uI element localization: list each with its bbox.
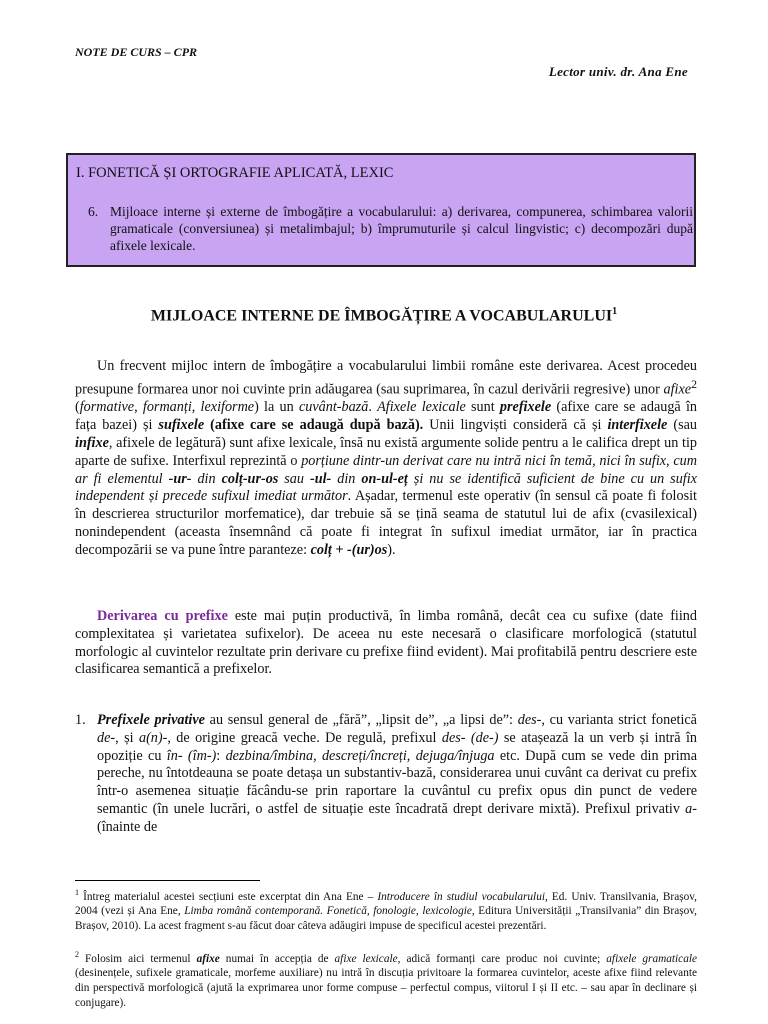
text: sunt xyxy=(465,399,500,416)
term-sufixele: sufixele xyxy=(158,417,205,434)
text: au sensul general de „fără”, „lipsit de”, „a lipsi de”: xyxy=(204,712,518,728)
topic-title: I. FONETICĂ ȘI ORTOGRAFIE APLICATĂ, LEXIC xyxy=(76,165,394,181)
term-afixe-lexicale: afixe lexicale xyxy=(334,952,398,965)
text: . Așadar, termenul este operativ (în sensul că poate fi folosit în descrierea structurilor morfematice), dar trebuie să se țină seama de statutul lui de afix (cvasilexical) nonindependent (aceasta însemnând că poate fi integrat în sufixul imediat următor, iar în practica decompozării se va pune între paranteze: xyxy=(75,488,697,558)
example-onulet: on-ul-eț xyxy=(361,470,408,487)
topic-item-text: Mijloace interne și externe de îmbogățire a vocabularului: a) derivarea, compunerea, schimbarea valorii gramaticale (conversiunea) și metalimbajul; b) împrumuturile și calcul lingvistic; c) decompozări după afixele lexicale. xyxy=(110,204,693,253)
text: Un frecvent mijloc intern de îmbogățire a vocabularului limbii române este derivarea. Acest procedeu presupune formarea unor noi cuvinte prin adăugarea (sau suprimarea, în cazul derivării regresive) unor xyxy=(75,358,697,398)
example-de: de- xyxy=(97,729,116,746)
example-colturos: colț-ur-os xyxy=(221,470,279,487)
example-a: a- xyxy=(685,800,697,817)
example-an: a(n)- xyxy=(138,729,168,746)
paragraph-prefix-derivation xyxy=(75,608,697,679)
text: , Editura Universității „Transilvania” din Brașov, Brașov, 2010). La acest fragment s-au făcut doar câteva adăugiri impuse de specificul acestei prezentări. xyxy=(75,905,697,932)
example-des: des- xyxy=(517,712,542,728)
book-title: Limba română contemporană. Fonetică, fonologie, lexicologie xyxy=(184,905,472,918)
text: , cu varianta strict fonetică xyxy=(541,712,697,728)
highlight-derivarea-cu-prefixe: Derivarea cu prefixe xyxy=(97,608,228,624)
topic-box xyxy=(66,153,696,267)
term-prefixele: prefixele xyxy=(499,399,552,416)
author-header: Lector univ. dr. Ana Ene xyxy=(548,64,688,79)
text: (înainte de xyxy=(97,818,158,835)
text: . xyxy=(368,399,378,416)
text: , de origine greacă veche. De regulă, prefixul xyxy=(167,729,442,746)
section-title-text: MIJLOACE INTERNE DE ÎMBOGĂȚIRE A VOCABULARULUI xyxy=(150,307,613,325)
text: ( xyxy=(75,399,80,416)
definition: și nu se identifică suficient de bine cu un sufix independent și precede sufixul imediat următor xyxy=(75,470,697,505)
text: este mai puțin productivă, în limba română, decât cea cu sufixe (date fiind complexitatea și varietatea sufixelor). De aceea nu este necesară o clasificare morfologică (statutul morfologic al cuvintelor rezultate prin derivare cu prefixe fiind evident). Mai profitabilă pentru descriere este clasificarea semantică a prefixelor. xyxy=(75,608,697,678)
text: ). xyxy=(387,541,396,558)
footnote-2 xyxy=(75,948,697,1010)
footnote-1 xyxy=(75,886,697,934)
term-afixe: afixe xyxy=(196,952,220,965)
term-formative: formative, formanți, lexiforme xyxy=(79,399,255,416)
example-pairs: dezbina/îmbina, descreți/încreți, dejuga/înjuga xyxy=(225,747,495,764)
section-title xyxy=(0,306,768,325)
footnote-number: 1 xyxy=(75,888,79,897)
topic-item-number: 6. xyxy=(88,204,99,219)
text: , și xyxy=(115,729,139,746)
list-text xyxy=(97,712,697,837)
example-formula: colț + -(ur)os xyxy=(310,541,388,558)
text: (desinențele, sufixele gramaticale, morfeme auxiliare) nu intră în discuția privitoare la formarea cuvintelor, aceste afixe fiind relevante din perspectivă morfologică (ajută la exprimarea unor forme compuse – perfectul compus, viitorul I și II etc. – sau apar în declinare și conjugare). xyxy=(75,967,697,1009)
paragraph-derivation xyxy=(75,358,697,560)
example-desde: des- (de-) xyxy=(441,729,499,746)
term-prefixele-privative: Prefixele privative xyxy=(97,712,205,728)
example-in: în- (îm-) xyxy=(166,747,217,764)
definition: porțiune dintr-un derivat care nu intră nici în temă, nici în sufix, cum ar fi elementul xyxy=(75,452,697,487)
course-header: NOTE DE CURS – CPR xyxy=(75,45,198,59)
list-number: 1. xyxy=(75,712,86,728)
text: numai în accepția de xyxy=(219,952,335,965)
footnote-ref-2: 2 xyxy=(691,376,697,391)
text: din xyxy=(191,470,222,487)
text: se atașează la un verb și intră în opoziție cu xyxy=(97,729,697,764)
term-cuvant-baza: cuvânt-bază xyxy=(298,399,369,416)
footnote-number: 2 xyxy=(75,950,79,959)
text: din xyxy=(331,470,362,487)
text: , adică formanți care produc noi cuvinte; xyxy=(397,952,607,965)
book-title: Introducere în studiul vocabularului xyxy=(377,890,545,903)
text: Folosim aici termenul xyxy=(79,952,197,965)
term-afixe-gramaticale: afixele gramaticale xyxy=(606,952,697,965)
text: Unii lingviști consideră că și xyxy=(423,417,608,434)
text: (afixe care se adaugă în fața bazei) și xyxy=(75,399,697,434)
text: (sau xyxy=(667,417,697,434)
text: Întreg materialul acestei secțiuni este excerptat din Ana Ene – xyxy=(79,890,378,903)
term-afixele-lexicale: Afixele lexicale xyxy=(377,399,466,416)
term-afixe: afixe xyxy=(663,381,692,398)
footnote-ref-1: 1 xyxy=(612,306,618,317)
text: : xyxy=(216,747,226,764)
text: , afixele de legătură) sunt afixe lexicale, însă nu există argumente solide pentru a le califica drept un tip aparte de sufixe. Interfixul reprezintă o xyxy=(75,434,697,469)
term-infixe: infixe xyxy=(75,434,109,451)
footnote-divider xyxy=(75,880,260,881)
term-interfixele: interfixele xyxy=(607,417,668,434)
text: , Ed. Univ. Transilvania, Brașov, 2004 (vezi și Ana Ene, xyxy=(75,890,697,918)
text: sau xyxy=(278,470,310,487)
topic-item xyxy=(88,203,693,254)
example-ur: -ur- xyxy=(168,470,192,487)
text-bold: (afixe care se adaugă după bază). xyxy=(204,417,424,434)
example-ul: -ul- xyxy=(309,470,332,487)
text: etc. După cum se vede din prima pereche, nu întotdeauna se poate detașa un substantiv-bază, considerarea unui cuvânt ca derivat cu prefix într-o asemenea situație făcându-se prin raportare la cuvântul cu prefix opus din punct de vedere semantic (în unele lucrări, o astfel de situație este încadrată drept derivare mixtă). Prefixul privativ xyxy=(97,747,698,817)
text: ) la un xyxy=(254,399,299,416)
